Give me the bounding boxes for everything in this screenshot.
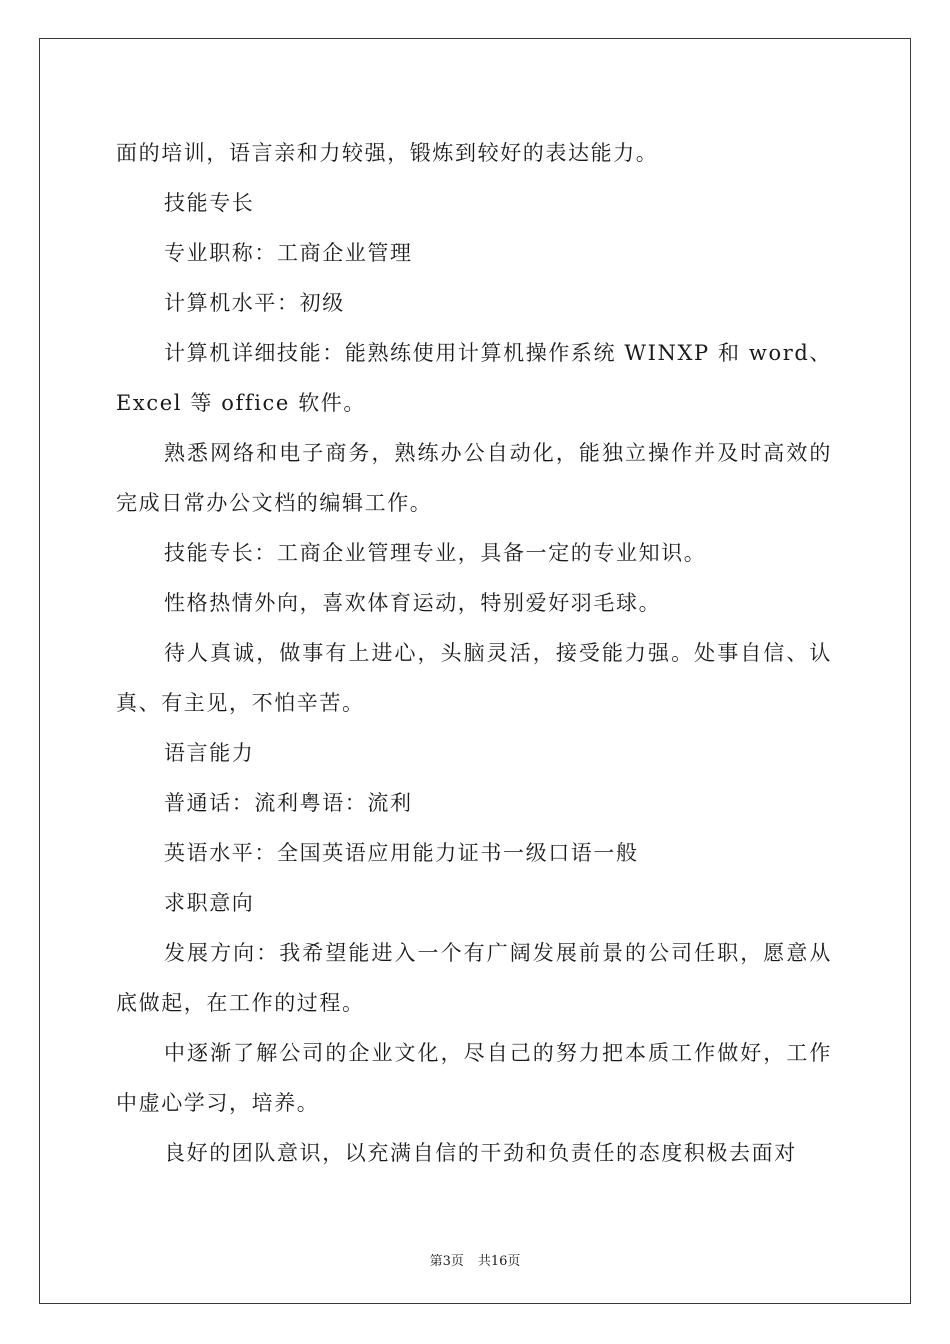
section-heading-skills: 技能专长 — [164, 191, 255, 215]
page-number: 第3页 — [429, 1254, 464, 1269]
paragraph: 专业职称：工商企业管理 — [164, 241, 413, 265]
section-heading-job-intention: 求职意向 — [164, 891, 255, 915]
paragraph: 技能专长：工商企业管理专业，具备一定的专业知识。 — [164, 541, 707, 565]
paragraph: 良好的团队意识，以充满自信的干劲和负责任的态度积极去面对 — [164, 1141, 797, 1165]
page-footer — [0, 1250, 950, 1269]
paragraph: 发展方向：我希望能进入一个有广阔发展前景的公司任职，愿意从底做起，在工作的过程。 — [116, 941, 832, 1015]
paragraph: 计算机水平：初级 — [164, 291, 345, 315]
paragraph: 待人真诚，做事有上进心，头脑灵活，接受能力强。处事自信、认真、有主见，不怕辛苦。 — [116, 641, 832, 715]
page-total: 共16页 — [477, 1254, 521, 1269]
paragraph: 中逐渐了解公司的企业文化，尽自己的努力把本质工作做好，工作中虚心学习，培养。 — [116, 1041, 832, 1115]
paragraph: 熟悉网络和电子商务，熟练办公自动化，能独立操作并及时高效的完成日常办公文档的编辑工作。 — [116, 441, 832, 515]
paragraph: 性格热情外向，喜欢体育运动，特别爱好羽毛球。 — [164, 591, 662, 615]
paragraph: 计算机详细技能：能熟练使用计算机操作系统 WINXP 和 word、Excel 等 office 软件。 — [116, 341, 832, 415]
paragraph: 英语水平：全国英语应用能力证书一级口语一般 — [164, 841, 639, 865]
paragraph: 普通话：流利粤语：流利 — [164, 791, 413, 815]
paragraph: 面的培训，语言亲和力较强，锻炼到较好的表达能力。 — [116, 141, 659, 165]
section-heading-language: 语言能力 — [164, 741, 255, 765]
document-body — [116, 128, 832, 1178]
